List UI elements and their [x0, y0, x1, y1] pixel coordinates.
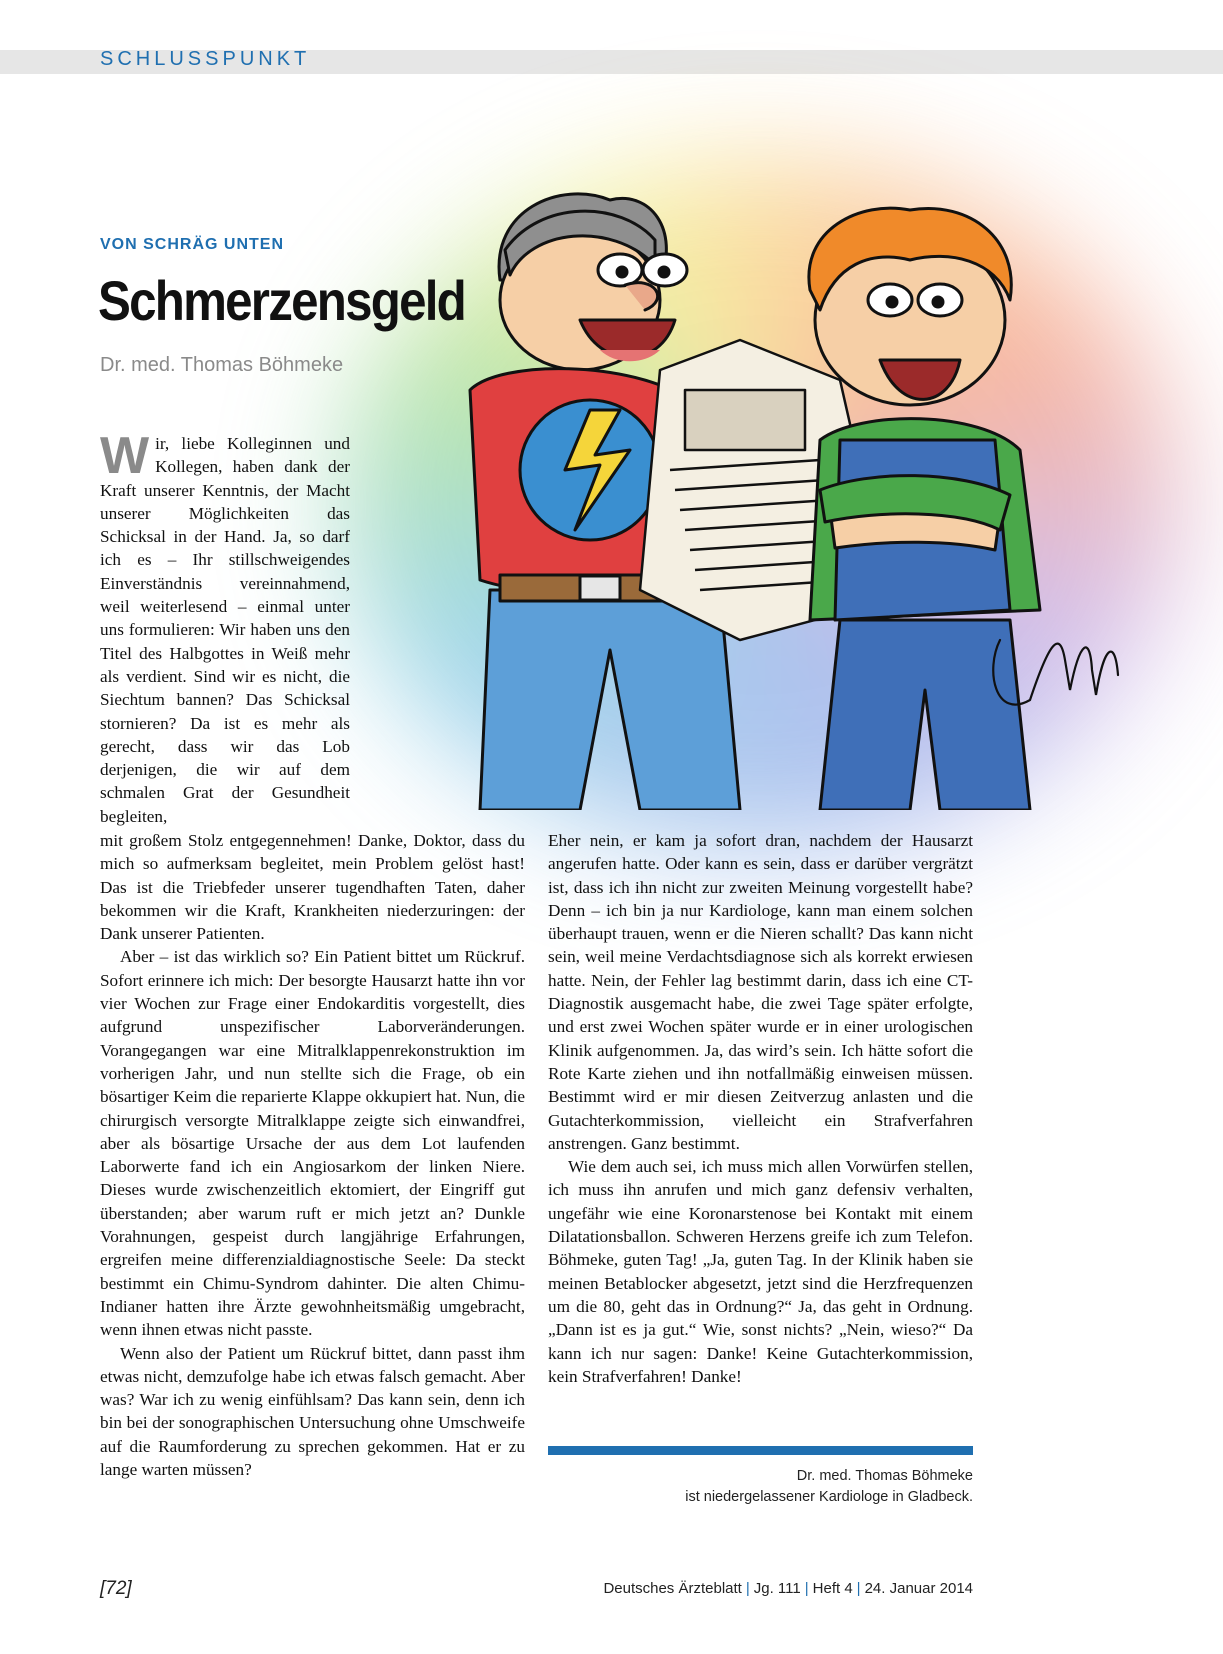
journal-volume: Jg. 111 [753, 1580, 801, 1597]
cartoon-illustration [440, 170, 1170, 810]
author-bio [548, 1466, 973, 1508]
bio-name: Dr. med. Thomas Böhmeke [796, 1468, 973, 1484]
journal-date: 24. Januar 2014 [864, 1580, 973, 1597]
footer-separator: | [804, 1580, 809, 1597]
drop-cap: W [100, 427, 150, 485]
paragraph-4: Wie dem auch sei, ich muss mich allen Vorwürfen stellen, ich muss ihn anrufen und mich ganz defensiv verhalten, ungefähr wie eine Koronarstenose bei Kontakt mit einem Dilatationsballon. Schweren Herzens greife ich zum Telefon. Böhmeke, guten Tag! „Ja, guten Tag. In der Klinik haben sie meinen Betablocker abgesetzt, jetzt sind die Herzfrequenzen um die 80, geht das in Ordnung?“ Ja, das geht in Ordnung. „Dann ist es ja gut.“ Wie, sonst nichts? „Nein, wieso?“ Da kann ich nur sagen: Danke! Keine Gutachterkommission, kein Strafverfahren! Danke! [548, 1157, 973, 1386]
bio-rule [548, 1446, 973, 1455]
intro-text-rest: mit großem Stolz entgegennehmen! Danke, Doktor, dass du mich so aufmerksam begleitet, mein Problem gelöst hast! Das ist die Triebfeder unserer tugendhaften Taten, daher bekommen wir die Kraft, Krankheiten niederzuringen: der Dank unserer Patienten. [100, 831, 525, 944]
article-kicker: VON SCHRÄG UNTEN [100, 236, 285, 253]
paragraph-3: Wenn also der Patient um Rückruf bittet, dann passt ihm etwas nicht, demzufolge habe ich etwas falsch gemacht. Aber was? War ich zu wenig einfühlsam? Das kann sein, denn ich bin bei der sonographischen Untersuchung ohne Umschweife auf die Raumforderung zu sprechen gekommen. Hat er zu lange warten müssen? [100, 1343, 525, 1480]
journal-issue: Heft 4 [812, 1580, 853, 1597]
intro-text-top: ir, liebe Kolleginnen und Kollegen, haben dank der Kraft unserer Kenntnis, der Macht unserer Möglichkeiten das Schicksal in der Hand. Ja, so darf ich es – Ihr stillschweigendes Einverständnis vereinnahmend, weil weiterlesend – einmal unter uns formulieren: Wir haben uns den Titel des Halbgottes in Weiß mehr als verdient. Sind wir es nicht, die Siechtum bannen? Das Schicksal stornieren? Da ist es mehr als gerecht, dass wir das Lob derjenigen, die wir auf dem schmalen Grat der Gesundheit begleiten, [100, 434, 350, 826]
article-author: Dr. med. Thomas Böhmeke [100, 354, 344, 376]
right-column [548, 829, 973, 1388]
bio-line: ist niedergelassener Kardiologe in Gladbeck. [685, 1489, 973, 1505]
left-column [100, 829, 525, 1481]
right-man [809, 208, 1040, 810]
paragraph-3-continued: Eher nein, er kam ja sofort dran, nachdem der Hausarzt angerufen hatte. Oder kann es sein, dass er darüber vergrätzt ist, dass ich ihn nicht zur zweiten Meinung vorgestellt habe? Denn – ich bin ja nur Kardiologe, kann man einem solchen überhaupt trauen, wenn er die Nieren schallt? Das kann nicht sein, weil meine Verdachtsdiagnose sich als korrekt erwiesen hatte. Nein, der Fehler lag bestimmt darin, dass ich eine CT-Diagnostik ausgemacht habe, die zwei Tage später erfolgte, und erst zwei Wochen später wurde er in einer urologischen Klinik aufgenommen. Ja, das wird’s sein. Ich hätte sofort die Rote Karte ziehen und ihn notfallmäßig einweisen müssen. Bestimmt wird er mir diesen Zeitverzug anlasten und die Gutachterkommission, vielleicht ein Strafverfahren anstrengen. Ganz bestimmt. [548, 831, 973, 1153]
footer-separator: | [856, 1580, 861, 1597]
footer-citation [603, 1580, 973, 1597]
page-number: [72] [100, 1578, 132, 1599]
paragraph-2: Aber – ist das wirklich so? Ein Patient bittet um Rückruf. Sofort erinnere ich mich: Der besorgte Hausarzt hatte ihn vor vier Wochen zur Frage einer Endokarditis vorgestellt, dies aufgrund unspezifischer Laborveränderungen. Vorangegangen war eine Mitralklappenrekonstruktion im vorherigen Jahr, und nun stellte sich die Frage, ob ein bösartiger Keim die reparierte Klappe okkupiert hat. Nun, die chirurgisch versorgte Mitralklappe zeigte sich einwandfrei, aber als bösartige Ursache der aus dem Lot laufenden Laborwerte fand ich ein Angiosarkom der linken Niere. Dieses wurde zwischenzeitlich ektomiert, der Eingriff gut überstanden; aber warum ruft er mich jetzt an? Dunkle Vorahnungen, gespeist durch langjährige Erfahrungen, ergreifen meine differenzialdiagnostische Seele: Da steckt bestimmt ein Chimu-Syndrom dahinter. Die alten Chimu-Indianer hatten ihre Ärzte gewohnheitsmäßig umgebracht, wenn ihnen etwas nicht passte. [100, 947, 525, 1340]
intro-paragraph-top [100, 427, 350, 828]
journal-name: Deutsches Ärzteblatt [603, 1580, 742, 1597]
footer-separator: | [745, 1580, 750, 1597]
section-label: SCHLUSSPUNKT [100, 48, 311, 70]
article-title: Schmerzensgeld [98, 269, 466, 332]
